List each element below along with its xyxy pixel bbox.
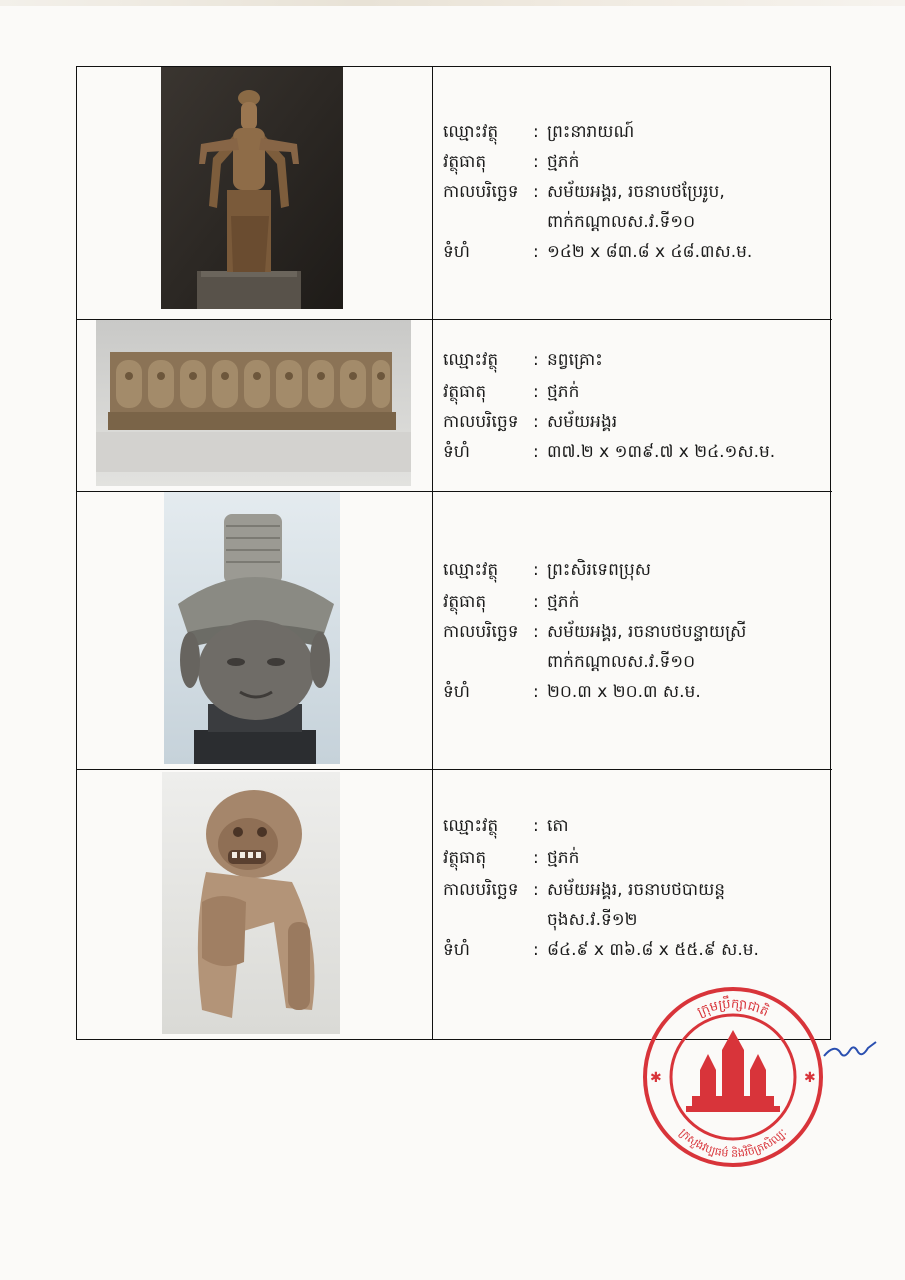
period-field [443, 182, 725, 202]
name-field [443, 122, 634, 142]
colon: : [533, 242, 539, 262]
image-cell [76, 492, 433, 769]
size-label: ទំហំ [443, 682, 470, 702]
colon: : [533, 592, 539, 612]
seated-lion-statue-photo [162, 772, 340, 1034]
size-value: ២០.៣ x ២០.៣ ស.ម. [547, 682, 701, 702]
details-cell [433, 66, 832, 319]
stamp-top-text: ក្រុមប្រឹក្សាជាតិ [695, 996, 771, 1021]
material-field [443, 382, 579, 402]
size-field [443, 442, 775, 462]
name-value: ព្រះនារាយណ៍ [547, 122, 635, 142]
material-value: ថ្មភក់ [547, 592, 580, 612]
table-row [76, 320, 832, 491]
stamp-bottom-text: ក្រសួងវប្បធម៌ និងវិចិត្រសិល្បៈ [676, 1125, 790, 1161]
colon: : [533, 152, 539, 172]
size-label: ទំហំ [443, 442, 470, 462]
colon: : [533, 122, 539, 142]
name-value: នព្វគ្រោះ [547, 350, 603, 370]
details-cell [433, 320, 832, 491]
svg-text:✱: ✱ [650, 1070, 662, 1086]
size-label: ទំហំ [443, 940, 470, 960]
official-seal-stamp [640, 984, 826, 1170]
size-value: ៨៤.៩ x ៣៦.៨ x ៥៥.៩ ស.ម. [547, 940, 759, 960]
name-field [443, 350, 603, 370]
size-field [443, 682, 701, 702]
size-label: ទំហំ [443, 242, 470, 262]
material-field [443, 152, 579, 172]
material-value: ថ្មភក់ [547, 382, 580, 402]
material-field [443, 592, 579, 612]
image-cell [76, 320, 433, 491]
size-field [443, 940, 759, 960]
period-field [443, 412, 617, 432]
name-label: ឈ្មោះវត្ថុ [443, 350, 499, 370]
image-cell [76, 66, 433, 319]
period-label: កាលបរិច្ឆេទ [443, 412, 519, 432]
period-value: សម័យអង្គរ, រចនាបថបាយន្ត [547, 880, 726, 900]
name-label: ឈ្មោះវត្ថុ [443, 560, 499, 580]
colon: : [533, 350, 539, 370]
size-field [443, 242, 752, 262]
colon: : [533, 816, 539, 836]
standing-four-armed-statue-photo [161, 66, 343, 309]
svg-text:✱: ✱ [804, 1070, 816, 1086]
material-label: វត្ថុធាតុ [443, 382, 487, 402]
period-continuation: ពាក់កណ្ដាលស.វ.ទី១០ [547, 212, 696, 232]
period-label: កាលបរិច្ឆេទ [443, 622, 519, 642]
colon: : [533, 622, 539, 642]
details-cell [433, 492, 832, 769]
period-label: កាលបរិច្ឆេទ [443, 182, 519, 202]
period-field [443, 622, 746, 642]
period-value: សម័យអង្គរ, រចនាបថបន្ទាយស្រី [547, 622, 747, 642]
size-value: ១៤២ x ៨៣.៨ x ៤៨.៣ស.ម. [547, 242, 753, 262]
material-label: វត្ថុធាតុ [443, 848, 487, 868]
colon: : [533, 848, 539, 868]
temple-emblem-icon [686, 1030, 780, 1112]
colon: : [533, 412, 539, 432]
colon: : [533, 382, 539, 402]
size-value: ៣៧.២ x ១៣៩.៧ x ២៤.១ស.ម. [547, 442, 776, 462]
colon: : [533, 880, 539, 900]
name-field [443, 560, 651, 580]
period-field [443, 880, 725, 900]
colon: : [533, 442, 539, 462]
period-continuation: ចុងស.វ.ទី១២ [547, 910, 638, 930]
period-label: កាលបរិច្ឆេទ [443, 880, 519, 900]
table-row [76, 66, 832, 319]
colon: : [533, 682, 539, 702]
material-field [443, 848, 579, 868]
name-field [443, 816, 569, 836]
material-value: ថ្មភក់ [547, 152, 580, 172]
image-cell [76, 770, 433, 1040]
material-label: វត្ថុធាតុ [443, 152, 487, 172]
colon: : [533, 560, 539, 580]
colon: : [533, 940, 539, 960]
name-value: ព្រះសិរទេពប្រុស [547, 560, 651, 580]
material-label: វត្ថុធាតុ [443, 592, 487, 612]
period-value: សម័យអង្គរ, រចនាបថប្រែរូប, [547, 182, 725, 202]
name-label: ឈ្មោះវត្ថុ [443, 122, 499, 142]
colon: : [533, 182, 539, 202]
svg-text:ក្រុមប្រឹក្សាជាតិ [695, 995, 772, 1021]
table-row [76, 492, 832, 769]
signature-mark [820, 1030, 880, 1070]
period-continuation: ពាក់កណ្ដាលស.វ.ទី១០ [547, 652, 696, 672]
nine-deities-relief-lintel-photo [96, 320, 411, 486]
name-value: តោ [547, 816, 569, 836]
name-label: ឈ្មោះវត្ថុ [443, 816, 499, 836]
crowned-deity-head-photo [164, 492, 340, 764]
period-value: សម័យអង្គរ [547, 412, 618, 432]
scan-edge [0, 0, 905, 6]
material-value: ថ្មភក់ [547, 848, 580, 868]
